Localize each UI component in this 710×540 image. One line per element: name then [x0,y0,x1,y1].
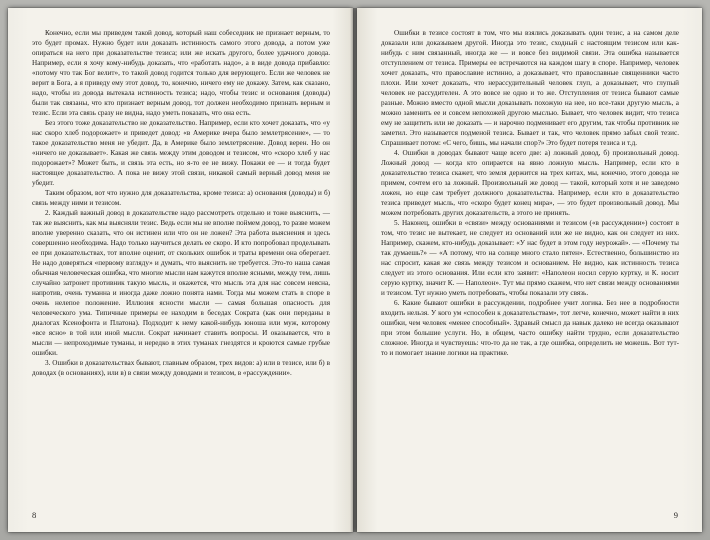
paragraph: 3. Ошибки в доказательствах бывают, главным образом, трех видов: а) или в тезисе, или б) в доводах (в основаниях), или в) в связи между доводами и тезисом, в «рассуждении». [32,359,330,377]
paragraph: 2. Каждый важный довод в доказательстве надо рассмотреть отдельно и тоже выяснить, — так же выяснить, как мы выясняли тезис. Ведь если мы не вполне поймем довод, то разве можем вполне уверенно сказать, что он истинен или что он не ложен? Эта работа выяснения и здесь совершенно необходима. Надо только научиться делать ее скоро. И кто попробовал проделывать ее при доказательствах, тот вполне оценит, от скольких ошибок и траты времени она оберегает. Не надо доверяться «первому взгляду» и думать, что выяснить не требуется. Это-то наша самая обычная человеческая ошибка, что многие мысли нам кажутся вполне ясными, между тем, лишь случайно затронет противник такую мысль, и окажется, что мысль эта для нас совсем неясна, напротив, очень туманна и иногда даже ложно понята нами. Тогда мы можем стать в споре в очень нелепое положение. Иллюзия ясности мысли — самая большая опасность для человеческого ума. Типичные примеры ее находим в беседах Сократа (как они переданы в диалогах Ксенофонта и Платона). Подходит к нему какой-нибудь юноша или муж, которому «все ясно» в той или иной мысли. Сократ начинает ставить вопросы. И оказывается, что в мысли — непроходимые туманы, и нередко в этих туманах гнездятся и кроются самые грубые ошибки. [32,209,330,357]
page-number-left: 8 [32,510,37,520]
page-right [357,8,702,532]
page-number-right: 9 [673,510,678,520]
paragraph: Без этого тоже доказательство не доказательство. Например, если кто хочет доказать, что «у нас скоро хлеб подорожает» и приведет довод: «в Америке вчера было землетрясение», — то такое доказательство меня не убедит. Да, в Америке было землетрясение. Довод верен. Но он «ничего не доказывает». Какая же связь между этим доводом и тезисом, что «скоро хлеб у нас подорожает»? Может быть, и связь эта есть, но я-то ее не вижу. Покажи ее — и тогда будет настоящее доказательство. А пока не вижу этой связи, никакой самый верный довод меня не убедит. [32,119,330,187]
paragraph: 5. Наконец, ошибки в «связи» между основаниями и тезисом («в рассуждении») состоят в том, что тезис не вытекает, не следует из оснований или же не видно, как он следует из них. Например, скажем, кто-нибудь доказывает: «У нас будет в этом году неурожай». — «Почему ты так думаешь?» — «А потому, что на солнце много стало пятен». Естественно, большинство из нас спросит, какая же связь между тезисом и основанием. Не видно, как истинность тезиса следует из этого основания. Или если кто заявит: «Наполеон носил серую куртку, и К. носит серую куртку, значит К. — Наполеон». Тут мы прямо скажем, что нет связи между основаниями и тезисом. Тут нужно уметь потребовать, чтобы показали эту связь. [381,219,679,297]
paragraph: Таким образом, вот что нужно для доказательства, кроме тезиса: а) основания (доводы) и б) связь между ними и тезисом. [32,189,330,207]
page-left-text [32,28,330,506]
paragraph: 6. Какие бывают ошибки в рассуждении, подробнее учит логика. Без нее в подробности входить нельзя. У кого ум «способен к доказательствам», тот легче, конечно, может найти в них ошибки, чем человек «менее способный». Здравый смысл да навык далеко не всегда оказывают при этом большие услуги. Но, в общем, часто ошибку найти трудно, если доказательство сложное. Иногда и чувствуешь: что-то да не так, а где ошибка, определить не можешь. Вот тут-то и помогает знание логики на практике. [381,299,679,357]
paragraph: Ошибки в тезисе состоят в том, что мы взялись доказывать один тезис, а на самом деле доказали или доказываем другой. Иногда это тезис, сходный с настоящим тезисом или как-нибудь с ним связанный, иногда же — и вовсе без видимой связи. Эта ошибка называется отступлением от тезиса. Примеры ее встречаются на каждом шагу в споре. Например, человек хочет доказать, что православие истинно, а доказывает, что православные священники часто плохи. Или хочет доказать, что нерассудительный человек глуп, а доказывает, что глупый человек не рассудителен. А это вовсе не одно и то же. Отступления от тезиса бывают самые разные. Можно вместо одной мысли доказывать похожую на нее, но все-таки другую мысль, а можно заменить ее и совсем непохожей другою мыслью. Бывает, что человек видит, что тезиса ему не защитить или не доказать — и нарочно подменивает его другим, так чтобы противник не заметил. Это называется подменой тезиса. Бывает и так, что человек прямо забыл свой тезис. Спрашивает потом: «С чего, бишь, мы начали спор?» Это будет потеря тезиса и т.д. [381,29,679,147]
paragraph: 4. Ошибки в доводах бывают чаще всего две: а) ложный довод, б) произвольный довод. Ложный довод — когда кто опирается на явно ложную мысль. Например, если кто в доказательство тезиса скажет, что земля держится на трех китах, мы, конечно, этого довода не примем, сочтем его за ложный. Произвольный же довод — такой, который хотя и не заведомо ложен, но еще сам требует должного доказательства. Например, если кто в доказательство тезиса приведет мысль, что «скоро будет конец мира», — это будет произвольный довод. Мы можем потребовать других доказательств, а этого не принять. [381,149,679,217]
paragraph: Конечно, если мы приведем такой довод, который наш собеседник не признает верным, то это будет промах. Нужно будет или доказать истинность самого этого довода, а потом уже опираться на него при доказательстве тезиса; или же искать другого, более удачного довода. Например, если я хочу кому-нибудь доказать, что «работать надо», а в виде довода прибавлю: «потому что так Бог велит», то такой довод годится только для верующего. Если же человек не верит в Бога, а я приведу ему этот довод, то, конечно, ничего ему не докажу. Затем, как сказано, надо, чтобы из довода вытекала истинность тезиса; надо, чтобы тезис и основания (доводы) были так связаны, что кто признает верным довод, тот должен необходимо признать верным и тезис. Если эта связь сразу не видна, надо уметь показать, что она есть. [32,29,330,117]
page-right-text [381,28,679,506]
page-left [8,8,353,532]
